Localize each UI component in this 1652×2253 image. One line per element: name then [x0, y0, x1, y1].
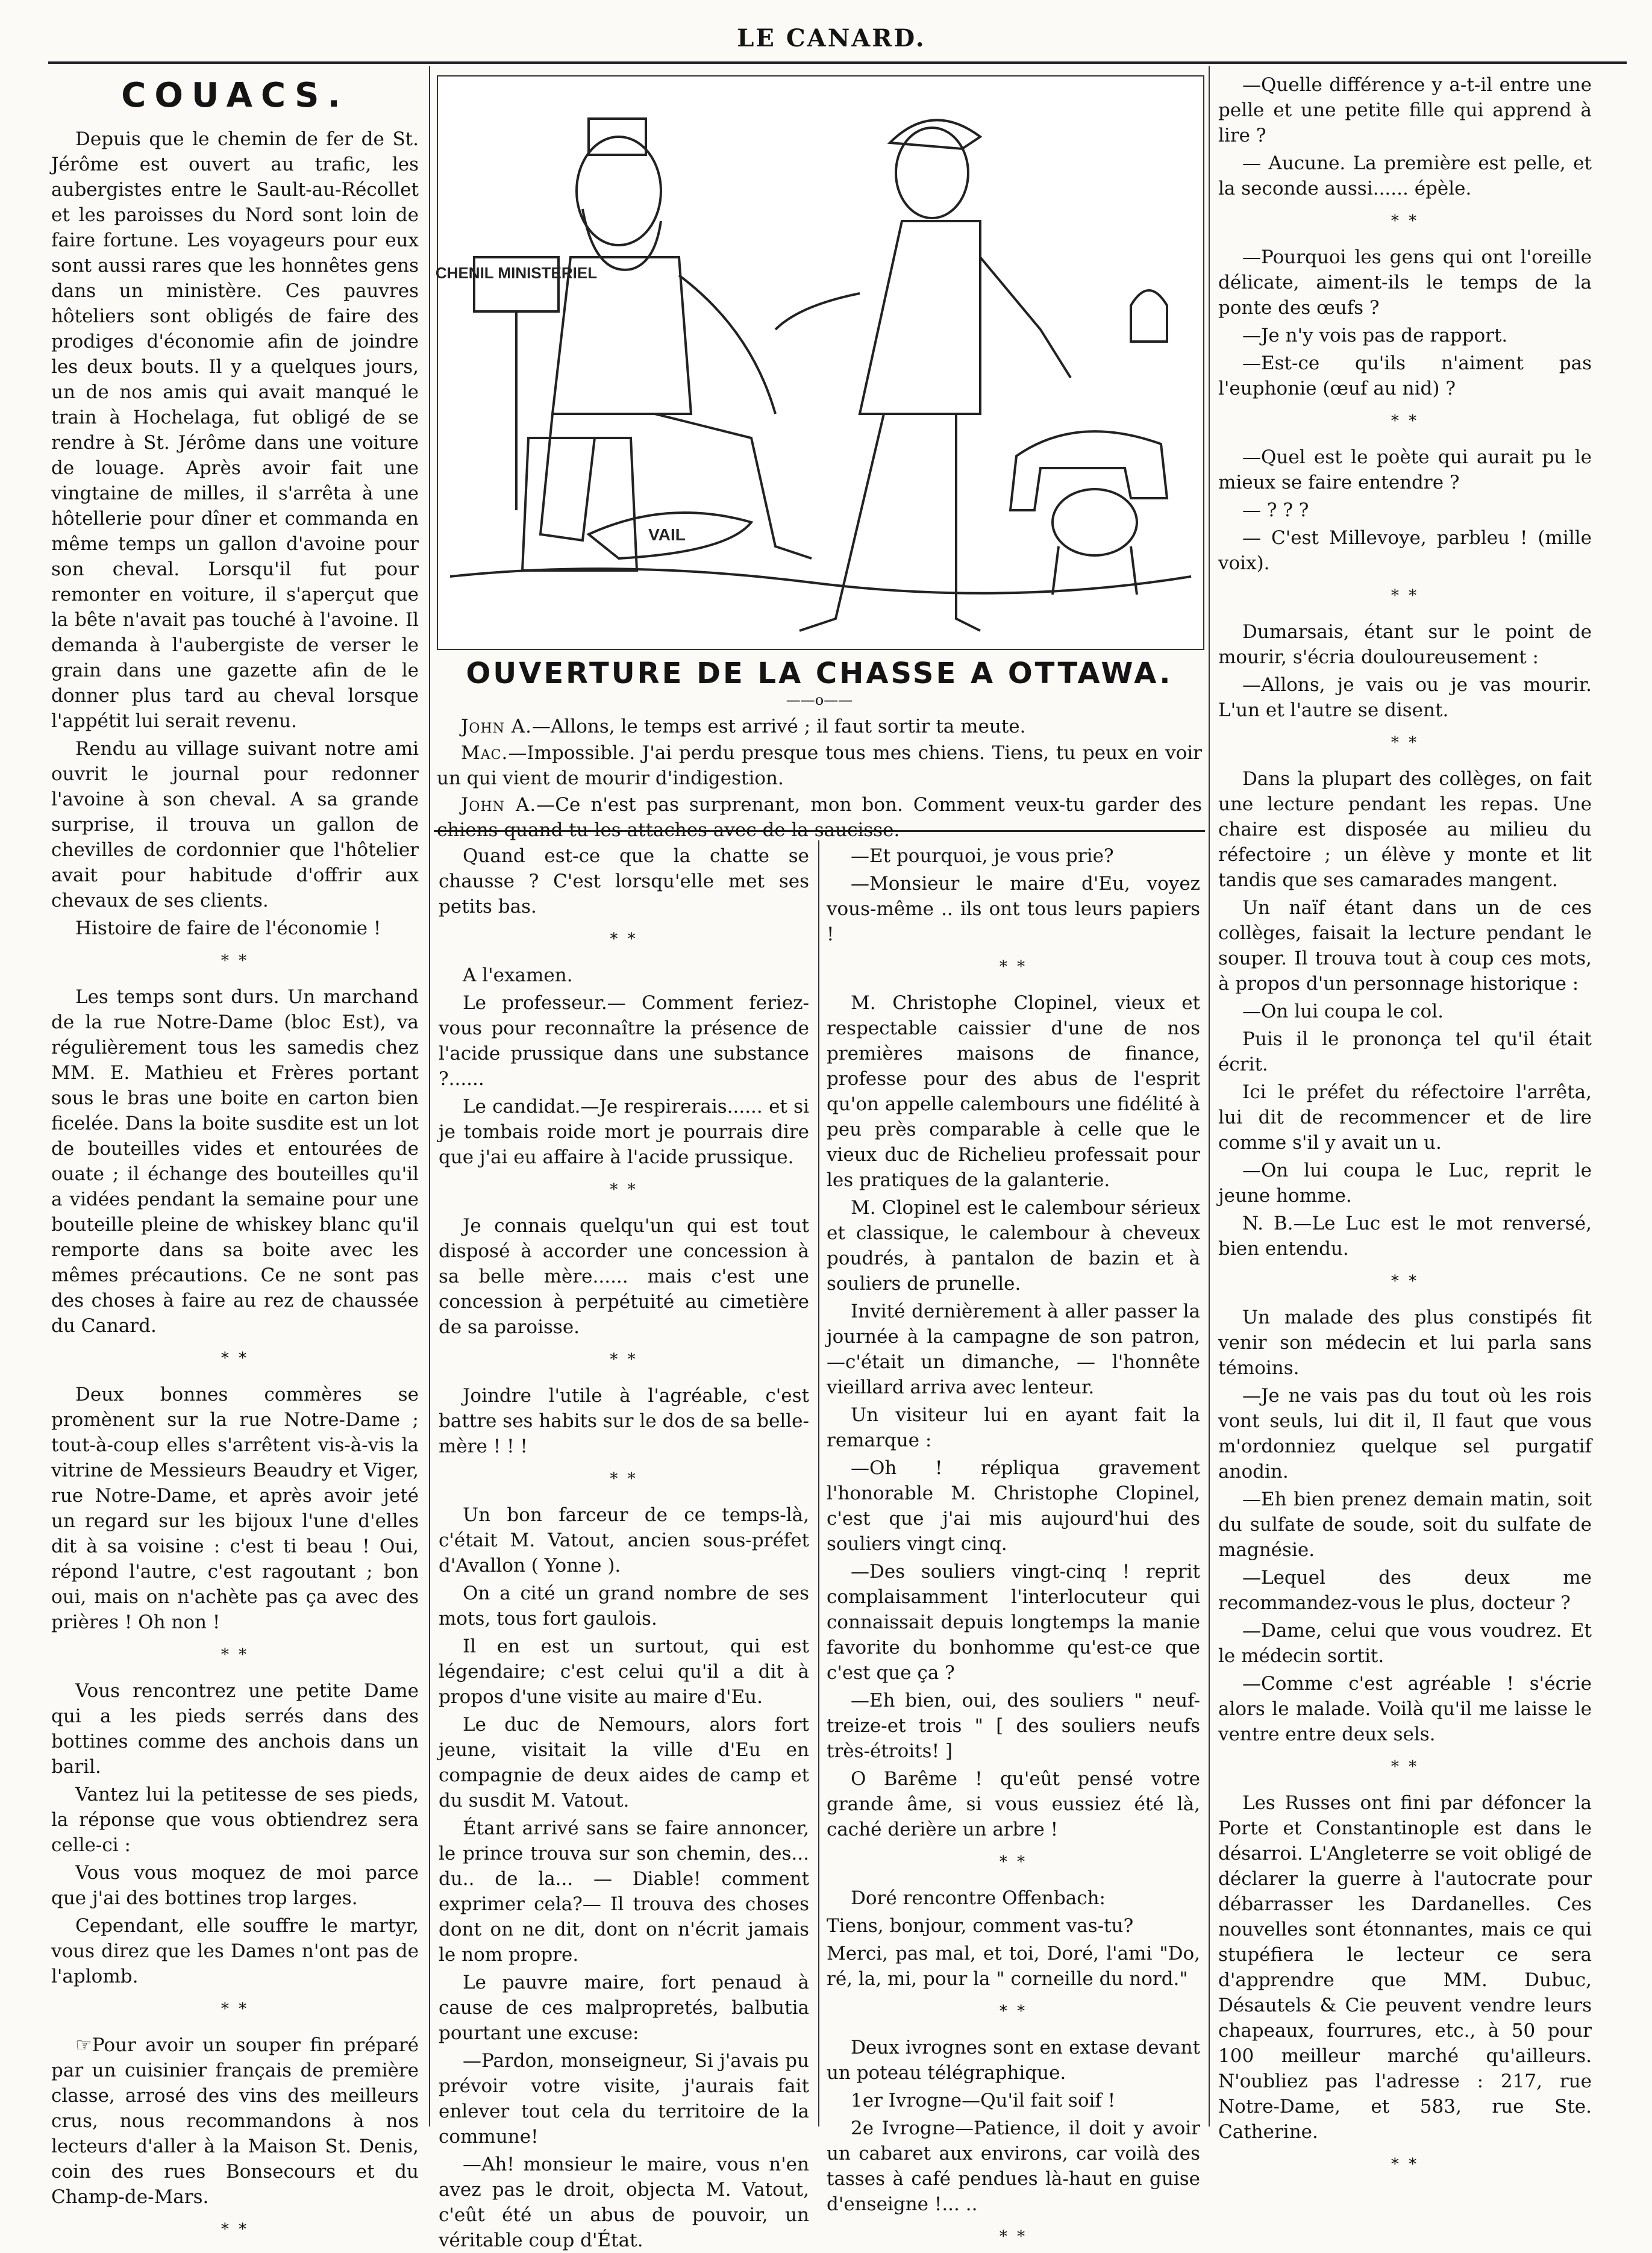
article-paragraph: Je connais quelqu'un qui est tout disposé à accorder une concession à sa belle mère...... mais c'est une concession à perpétuité au cimetière de sa paroisse. [439, 1215, 809, 1338]
dialogue-line [437, 740, 1202, 791]
separator-stars: * * [999, 2002, 1028, 2020]
article-paragraph: —On lui coupa le col. [1242, 1001, 1444, 1022]
separator-stars: * * [610, 930, 638, 948]
article-paragraph: On a cité un grand nombre de ses mots, tous fort gaulois. [439, 1583, 809, 1630]
article-paragraph: 2e Ivrogne—Patience, il doit y avoir un cabaret aux environs, car voilà des tasses à café pendues là-haut en guise d'enseigne !... .. [827, 2117, 1200, 2215]
separator-stars: * * [221, 1646, 249, 1664]
section-title: COUACS. [121, 76, 349, 115]
article-paragraph: A l'examen. [463, 964, 573, 986]
separator-stars: * * [221, 2000, 249, 2018]
kennel-sign-text: CHENIL MINISTERIEL [435, 264, 598, 282]
article-paragraph: —Ah! monsieur le maire, vous n'en avez pas le droit, objecta M. Vatout, c'eût été un abus de pouvoir, un véritable coup d'État. [439, 2154, 809, 2251]
masthead-title: LE CANARD. [737, 24, 926, 52]
advertisement-paragraph: Les Russes ont fini par défoncer la Porte et Constantinople est dans le désarroi. L'Angleterre se voit obligé de déclarer la guerre à l'autocrate pour débarrasser les Dardanelles. Ces nouvelles sont étonnantes, mais ce qui stupéfiera le lecteur ce sera d'apprendre que MM. Dubuc, Désautels & Cie peuvent vendre leurs chapeaux, fourrures, etc., à 50 pour 100 meilleur marché qu'ailleurs. N'oubliez pas l'adresse : 217, rue Notre-Dame, et 583, rue Ste. Catherine. [1218, 1792, 1592, 2143]
column-1 [51, 72, 419, 2239]
separator-stars: * * [1391, 734, 1419, 752]
cartoon-illustration [437, 75, 1204, 650]
article-paragraph: —Oh ! répliqua gravement l'honorable M. Christophe Clopinel, c'est que j'ai mis aujourd'hui des souliers vingt cinq. [827, 1457, 1200, 1555]
dog-label: VAIL [648, 525, 686, 544]
article-paragraph: Dumarsais, étant sur le point de mourir, s'écria douloureusement : [1218, 621, 1592, 668]
article-paragraph: Depuis que le chemin de fer de St. Jérôme est ouvert au trafic, les aubergistes entre le Sault-au-Récollet et les paroisses du Nord sont loin de faire fortune. Les voyageurs pour eux sont aussi rares que les honnêtes gens dans un ministère. Ces pauvres hôteliers sont obligés de faire des prodiges d'économie afin de joindre les deux bouts. Il y a quelques jours, un de nos amis qui avait manqué le train à Hochelaga, fut obligé de se rendre à St. Jérôme dans une voiture de louage. Après avoir fait une vingtaine de milles, il s'arrêta à une hôtellerie pour dîner et commanda en même temps un gallon d'avoine pour son cheval. Lorsqu'il fut pour remonter en voiture, il s'aperçut que la bête n'avait pas touché à l'avoine. Il demanda à l'aubergiste de verser le grain dans une gazette afin de le donner plus tard au cheval lorsque l'appétit lui serait revenu. [51, 128, 419, 732]
column-3 [827, 843, 1200, 2246]
article-paragraph: — ? ? ? [1242, 499, 1309, 521]
cartoon-caption-title: OUVERTURE DE LA CHASSE A OTTAWA. [466, 657, 1173, 690]
article-paragraph: Le professeur.— Comment feriez-vous pour reconnaître la présence de l'acide prussique dans une substance ?...... [439, 992, 809, 1090]
article-paragraph: — Aucune. La première est pelle, et la seconde aussi...... épèle. [1218, 152, 1592, 199]
speaker: Mac. [461, 742, 508, 764]
separator-stars: * * [999, 958, 1028, 976]
article-paragraph: — C'est Millevoye, parbleu ! (mille voix). [1218, 527, 1592, 574]
article-paragraph: Vantez lui la petitesse de ses pieds, la réponse que vous obtiendrez sera celle-ci : [51, 1784, 419, 1856]
article-paragraph: —Pardon, monseigneur, Si j'avais pu prévoir votre visite, j'aurais fait enlever tout cela du territoire de la commune! [439, 2050, 809, 2148]
article-paragraph: M. Clopinel est le calembour sérieux et classique, le calembour à cheveux poudrés, à pantalon de bazin et à souliers de prunelle. [827, 1197, 1200, 1295]
cartoon-drawing [435, 77, 1203, 649]
article-paragraph: Cependant, elle souffre le martyr, vous direz que les Dames n'ont pas de l'aplomb. [51, 1915, 419, 1987]
separator-stars: * * [221, 1349, 249, 1367]
article-paragraph: Ici le préfet du réfectoire l'arrêta, lui dit de recommencer et de lire comme s'il y avait un u. [1218, 1081, 1592, 1154]
article-paragraph: Histoire de faire de l'économie ! [75, 917, 381, 939]
article-paragraph: —Est-ce qu'ils n'aiment pas l'euphonie (œuf au nid) ? [1218, 352, 1592, 399]
caption-separator: ——o—— [786, 692, 853, 708]
article-paragraph: M. Christophe Clopinel, vieux et respectable caissier d'une de nos premières maisons de finance, professe pour des abus de l'esprit qu'on appelle calembours une fidélité à peu près comparable à celle que le vieux duc de Richelieu professait pour les pratiques de la galanterie. [827, 992, 1200, 1191]
article-paragraph: N. B.—Le Luc est le mot renversé, bien entendu. [1218, 1213, 1592, 1260]
article-paragraph: Deux bonnes commères se promènent sur la rue Notre-Dame ; tout-à-coup elles s'arrêtent vis-à-vis la vitrine de Messieurs Beaudry et Viger, rue Notre-Dame, et après avoir jeté un regard sur les bijoux l'une d'elles dit à sa voisine : c'est ti beau ! Oui, répond l'autre, c'est ragoutant ; bon oui, mais on n'achète pas ça avec des prières ! Oh non ! [51, 1384, 419, 1633]
article-paragraph: Le pauvre maire, fort penaud à cause de ces malpropretés, balbutia pourtant une excuse: [439, 1972, 809, 2044]
header-rule [48, 61, 1627, 64]
article-paragraph: —Allons, je vais ou je vas mourir. L'un et l'autre se disent. [1218, 674, 1592, 721]
article-paragraph: 1er Ivrogne—Qu'il fait soif ! [851, 2090, 1116, 2111]
article-paragraph: —Et pourquoi, je vous prie? [851, 845, 1114, 867]
column-2 [439, 843, 809, 2251]
article-paragraph: Dans la plupart des collèges, on fait une lecture pendant les repas. Une chaire est disposée au milieu du réfectoire ; un élève y monte et lit tandis que ses camarades mangent. [1218, 768, 1592, 891]
article-paragraph: O Barême ! qu'eût pensé votre grande âme, si vous eussiez été là, caché derière un arbre ! [827, 1768, 1200, 1840]
column-divider-4 [1209, 66, 1210, 2126]
article-paragraph: Doré rencontre Offenbach: [851, 1887, 1106, 1909]
article-paragraph: Les temps sont durs. Un marchand de la rue Notre-Dame (bloc Est), va régulièrement tous les samedis chez MM. E. Mathieu et Frères portant sous le bras une boite en carton bien ficelée. Dans la boite susdite est un lot de bouteilles vides et entourées de ouate ; il échange des bouteilles qu'il a vidées pendant la semaine pour une bouteille pleine de whiskey blanc qu'il remporte dans sa boite avec les mêmes précautions. Ce ne sont pas des choses à faire au rez de chaussée du Canard. [51, 986, 419, 1337]
article-paragraph: Joindre l'utile à l'agréable, c'est battre ses habits sur le dos de sa belle-mère ! ! ! [439, 1385, 809, 1457]
article-paragraph: Invité dernièrement à aller passer la journée à la campagne de son patron,—c'était un dimanche, — l'honnête vieillard arriva avec lenteur. [827, 1301, 1200, 1398]
article-paragraph: —Dame, celui que vous voudrez. Et le médecin sortit. [1218, 1620, 1592, 1667]
dialogue-line [437, 792, 1202, 843]
separator-stars: * * [610, 1351, 638, 1369]
article-paragraph: Il en est un surtout, qui est légendaire; c'est celui qu'il a dit à propos d'une visite au maire d'Eu. [439, 1636, 809, 1708]
article-paragraph: Étant arrivé sans se faire annoncer, le prince trouva sur son chemin, des... du.. de la... — Diable! comment exprimer cela?— Il trouva des choses dont on ne dit, dont on n'écrit jamais le nom propre. [439, 1817, 809, 1966]
article-paragraph: —Quel est le poète qui aurait pu le mieux se faire entendre ? [1218, 446, 1592, 493]
separator-stars: * * [1391, 587, 1419, 605]
article-paragraph: Merci, pas mal, et toi, Doré, l'ami "Do, ré, la, mi, pour la " corneille du nord." [827, 1943, 1200, 1990]
article-paragraph: Le candidat.—Je respirerais...... et si je tombais roide mort je pourrais dire que j'ai eu affaire à l'acide prussique. [439, 1096, 809, 1168]
dialogue-text: —Allons, le temps est arrivé ; il faut sortir ta meute. [532, 716, 1026, 737]
article-paragraph: Vous vous moquez de moi parce que j'ai des bottines trop larges. [51, 1862, 419, 1909]
separator-stars: * * [999, 2228, 1028, 2246]
article-paragraph: —Je n'y vois pas de rapport. [1242, 325, 1508, 346]
separator-stars: * * [1391, 2155, 1419, 2173]
article-paragraph: —Lequel des deux me recommandez-vous le plus, docteur ? [1218, 1567, 1592, 1614]
speaker: John A. [461, 794, 537, 816]
article-paragraph: Un naïf étant dans un de ces collèges, faisait la lecture pendant le souper. Il trouva tout à coup ces mots, à propos d'un personnage historique : [1218, 897, 1592, 995]
dialogue-line [437, 714, 1202, 739]
separator-stars: * * [1391, 1758, 1419, 1776]
article-paragraph: Rendu au village suivant notre ami ouvrit le journal pour redonner l'avoine à son cheval. A sa grande surprise, il trouva un gallon de chevilles de cordonnier que l'hôtelier avait pour habitude d'offrir aux chevaux de ses clients. [51, 738, 419, 911]
article-paragraph: Vous rencontrez une petite Dame qui a les pieds serrés dans des bottines comme des anchois dans un baril. [51, 1680, 419, 1778]
article-paragraph: Le duc de Nemours, alors fort jeune, visitait la ville d'Eu en compagnie de deux aides de camp et du susdit M. Vatout. [439, 1714, 809, 1811]
separator-stars: * * [1391, 412, 1419, 430]
column-divider-2 [818, 840, 819, 2126]
cartoon-dialogue [437, 714, 1202, 844]
article-paragraph: Un malade des plus constipés fit venir son médecin et lui parla sans témoins. [1218, 1307, 1592, 1379]
article-paragraph: Puis il le prononça tel qu'il était écrit. [1218, 1028, 1592, 1075]
separator-stars: * * [1391, 212, 1419, 230]
separator-stars: * * [610, 1181, 638, 1199]
article-paragraph: Quand est-ce que la chatte se chausse ? C'est lorsqu'elle met ses petits bas. [439, 845, 809, 917]
dialogue-text: —Impossible. J'ai perdu presque tous mes chiens. Tiens, tu peux en voir un qui vient de mourir d'indigestion. [437, 742, 1202, 789]
separator-stars: * * [1391, 1272, 1419, 1290]
separator-stars: * * [221, 952, 249, 970]
article-paragraph: —Eh bien, oui, des souliers " neuf-treize-et trois " [ des souliers neufs très-étroits! ] [827, 1690, 1200, 1762]
article-paragraph: —Eh bien prenez demain matin, soit du sulfate de soude, soit du sulfate de magnésie. [1218, 1489, 1592, 1561]
separator-stars: * * [610, 1470, 638, 1488]
speaker: John A. [461, 716, 532, 737]
article-paragraph: Deux ivrognes sont en extase devant un poteau télégraphique. [827, 2037, 1200, 2084]
column-divider-1 [429, 66, 430, 2126]
article-paragraph: —Pourquoi les gens qui ont l'oreille délicate, aiment-ils le temps de la ponte des œufs ? [1218, 246, 1592, 319]
article-paragraph: —Je ne vais pas du tout où les rois vont seuls, lui dit il, Il faut que vous m'ordonniez quelque sel purgatif anodin. [1218, 1385, 1592, 1483]
separator-stars: * * [221, 2220, 249, 2239]
separator-stars: * * [999, 1853, 1028, 1871]
dialogue-text: —Ce n'est pas surprenant, mon bon. Comment veux-tu garder des chiens quand tu les attaches avec de la saucisse. [437, 794, 1202, 841]
article-paragraph: —Monsieur le maire d'Eu, voyez vous-même .. ils ont tous leurs papiers ! [827, 873, 1200, 945]
article-paragraph: —Quelle différence y a-t-il entre une pelle et une petite fille qui apprend à lire ? [1218, 74, 1592, 146]
article-paragraph: Tiens, bonjour, comment vas-tu? [827, 1915, 1134, 1937]
article-paragraph: —Des souliers vingt-cinq ! reprit complaisamment l'interlocuteur qui connaissait depuis longtemps la manie favorite du bonhomme qu'est-ce que c'est que ça ? [827, 1561, 1200, 1684]
article-paragraph: —Comme c'est agréable ! s'écrie alors le malade. Voilà qu'il me laisse le ventre entre deux sels. [1218, 1673, 1592, 1745]
column-4 [1218, 72, 1592, 2173]
article-paragraph: —On lui coupa le Luc, reprit le jeune homme. [1218, 1160, 1592, 1207]
article-paragraph: Un visiteur lui en ayant fait la remarque : [827, 1404, 1200, 1451]
advertisement-paragraph: ☞Pour avoir un souper fin préparé par un cuisinier français de première classe, arrosé des vins des meilleurs crus, nous recommandons à nos lecteurs d'aller à la Maison St. Denis, coin des rues Bonsecours et du Champ-de-Mars. [51, 2034, 419, 2208]
article-paragraph: Un bon farceur de ce temps-là, c'était M. Vatout, ancien sous-préfet d'Avallon ( Yonne ). [439, 1504, 809, 1576]
